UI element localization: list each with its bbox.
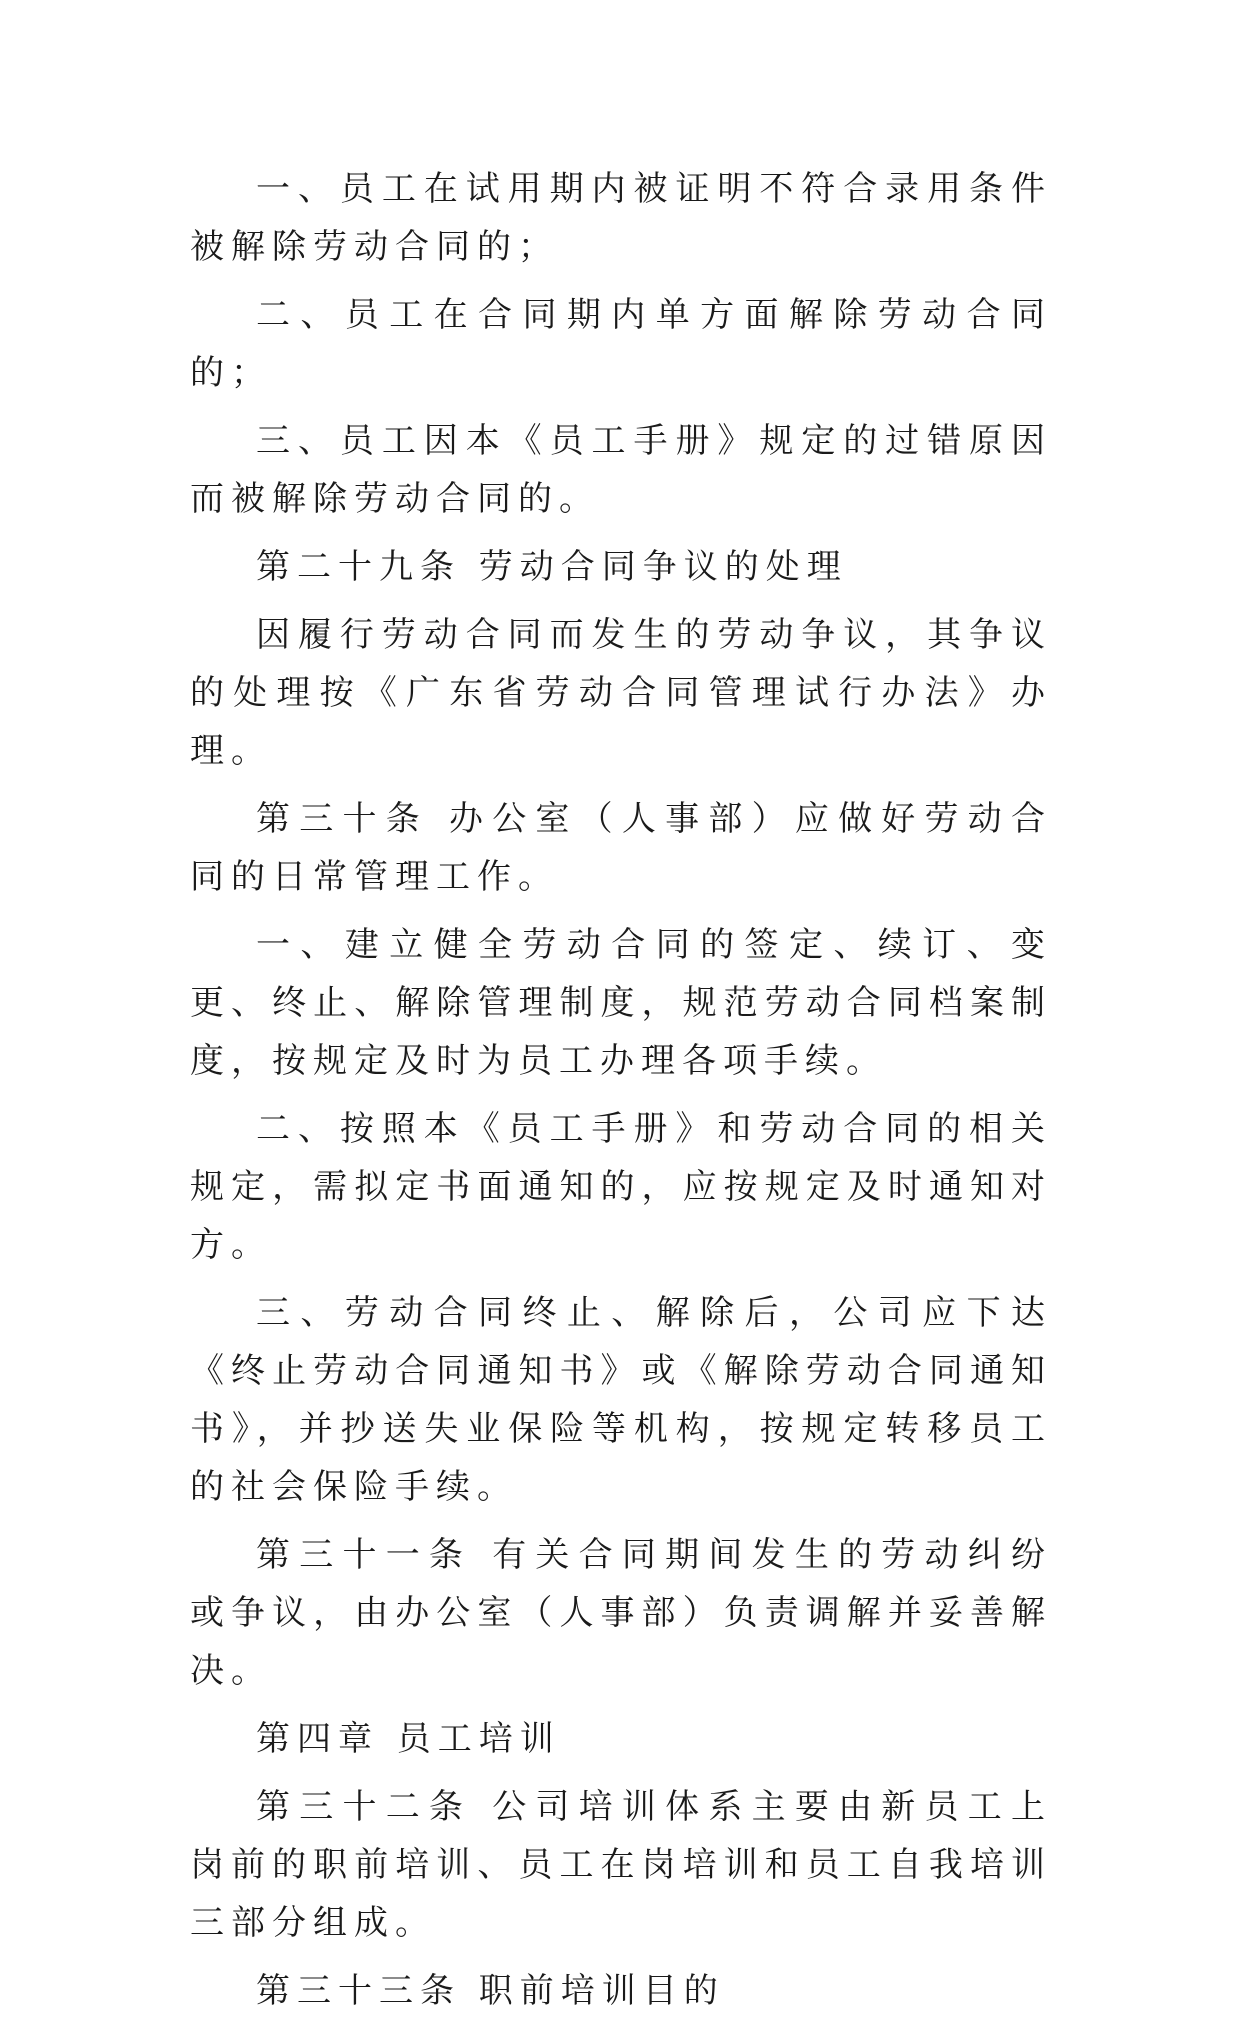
paragraph-probation-dismissal: 一、员工在试用期内被证明不符合录用条件被解除劳动合同的； <box>190 169 1052 267</box>
paragraph-contract-management-system: 一、建立健全劳动合同的签定、续订、变更、终止、解除管理制度，规范劳动合同档案制度，按规定及时为员工办理各项手续。 <box>190 925 1052 1081</box>
article-32-paragraph: 第三十二条 公司培训体系主要由新员工上岗前的职前培训、员工在岗培训和员工自我培训三部分组成。 <box>190 1787 1052 1943</box>
paragraph-written-notice: 二、按照本《员工手册》和劳动合同的相关规定，需拟定书面通知的，应按规定及时通知对方。 <box>190 1109 1052 1265</box>
article-31-paragraph: 第三十一条 有关合同期间发生的劳动纠纷或争议，由办公室（人事部）负责调解并妥善解决。 <box>190 1535 1052 1691</box>
document-page <box>190 160 1052 2030</box>
paragraph-unilateral-termination: 二、员工在合同期内单方面解除劳动合同的； <box>190 295 1052 393</box>
chapter-4-heading: 第四章 员工培训 <box>256 1719 561 1759</box>
paragraph-dispute-handling: 因履行劳动合同而发生的劳动争议，其争议的处理按《广东省劳动合同管理试行办法》办理。 <box>190 615 1052 771</box>
paragraph-termination-notice: 三、劳动合同终止、解除后，公司应下达《终止劳动合同通知书》或《解除劳动合同通知书》，并抄送失业保险等机构，按规定转移员工的社会保险手续。 <box>190 1293 1052 1507</box>
article-29-heading: 第二十九条 劳动合同争议的处理 <box>256 547 848 587</box>
paragraph-fault-dismissal: 三、员工因本《员工手册》规定的过错原因而被解除劳动合同的。 <box>190 421 1052 519</box>
article-33-heading: 第三十三条 职前培训目的 <box>256 1971 725 2011</box>
article-30-heading: 第三十条 办公室（人事部）应做好劳动合同的日常管理工作。 <box>190 799 1052 897</box>
